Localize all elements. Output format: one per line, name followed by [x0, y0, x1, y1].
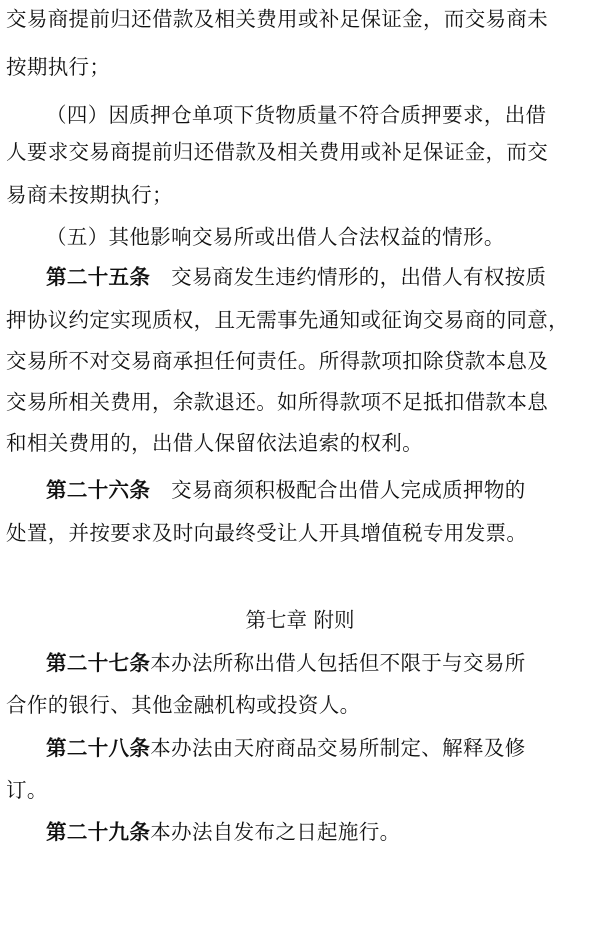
text-line — [46, 98, 594, 132]
text-line — [6, 773, 594, 807]
text-line — [6, 344, 594, 378]
line-text: 人要求交易商提前归还借款及相关费用或补足保证金，而交 — [6, 140, 549, 164]
text-line — [6, 2, 594, 36]
line-text: 交易所不对交易商承担任何责任。所得款项扣除贷款本息及 — [6, 349, 549, 373]
line-text: （四）因质押仓单项下货物质量不符合质押要求，出借 — [46, 103, 547, 127]
line-text: 订。 — [6, 778, 48, 802]
article-number: 第二十九条 — [46, 820, 151, 844]
text-line — [6, 303, 594, 337]
line-text: 交易商须积极配合出借人完成质押物的 — [150, 478, 526, 502]
text-line — [6, 688, 594, 722]
line-text: 交易商发生违约情形的，出借人有权按质 — [150, 265, 547, 289]
text-line — [6, 516, 594, 550]
article-29 — [46, 815, 594, 849]
article-number: 第二十八条 — [46, 736, 151, 760]
line-text: 本办法自发布之日起施行。 — [150, 820, 401, 844]
article-26 — [46, 473, 594, 507]
article-number: 第二十五条 — [46, 265, 151, 289]
line-text: 押协议约定实现质权，且无需事先通知或征询交易商的同意， — [6, 308, 569, 332]
line-text: 合作的银行、其他金融机构或投资人。 — [6, 693, 361, 717]
article-number: 第二十六条 — [46, 478, 151, 502]
article-28 — [46, 731, 594, 765]
line-text: 易商未按期执行； — [6, 183, 173, 207]
text-line — [6, 178, 594, 212]
article-25 — [46, 260, 594, 294]
line-text: （五）其他影响交易所或出借人合法权益的情形。 — [46, 225, 505, 249]
line-text: 本办法所称出借人包括但不限于与交易所 — [150, 651, 526, 675]
line-text: 交易所相关费用，余款退还。如所得款项不足抵扣借款本息 — [6, 390, 549, 414]
line-text: 处置，并按要求及时向最终受让人开具增值税专用发票。 — [6, 521, 528, 545]
text-line — [46, 220, 594, 254]
line-text: 交易商提前归还借款及相关费用或补足保证金，而交易商未 — [6, 7, 549, 31]
article-number: 第二十七条 — [46, 651, 151, 675]
article-27 — [46, 646, 594, 680]
text-line — [6, 426, 594, 460]
line-text: 按期执行； — [6, 55, 111, 79]
text-line — [6, 135, 594, 169]
text-line — [6, 50, 594, 84]
line-text: 本办法由天府商品交易所制定、解释及修 — [150, 736, 526, 760]
chapter-heading: 第七章 附则 — [245, 608, 355, 632]
line-text: 和相关费用的，出借人保留依法追索的权利。 — [6, 431, 423, 455]
text-line — [6, 385, 594, 419]
